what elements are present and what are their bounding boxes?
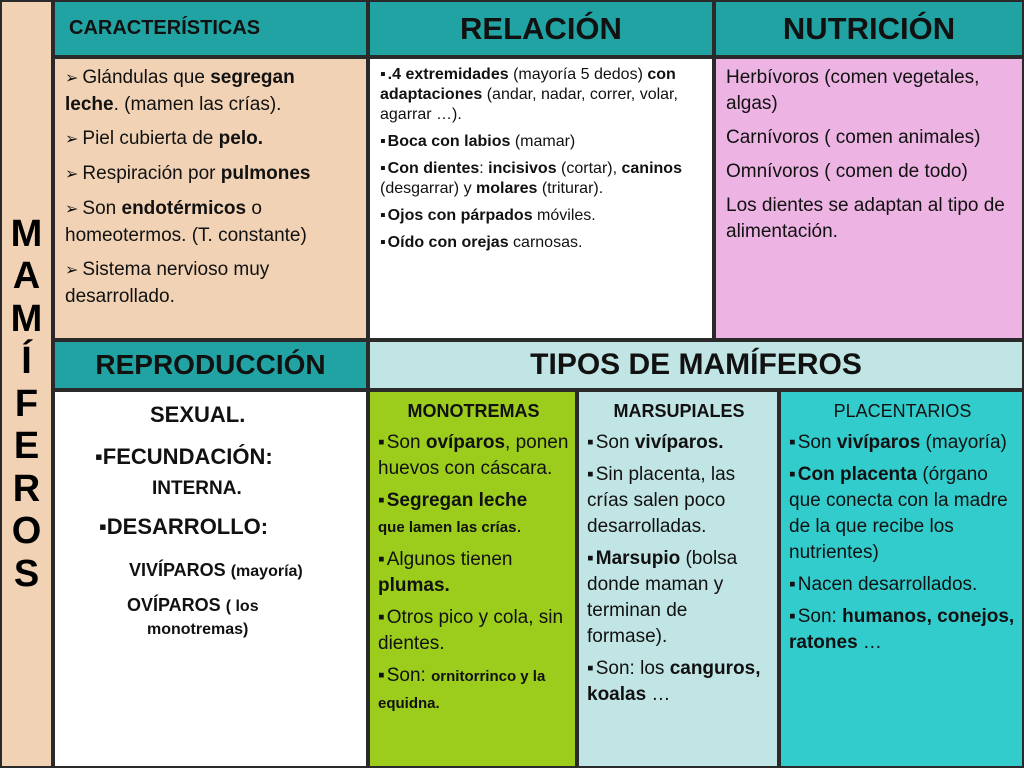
- list-item: ▪ Son: humanos, conejos, ratones …: [789, 604, 1016, 656]
- list-item: ▪ Son vivíparos (mayoría): [789, 430, 1016, 456]
- caracteristicas-list: [65, 65, 358, 310]
- list-item: ▪ Marsupio (bolsa donde maman y terminan de formase).: [587, 546, 771, 650]
- side-title-letter: E: [13, 425, 40, 468]
- list-item: ▪ Son: los canguros, koalas …: [587, 656, 771, 708]
- reproduccion-oviparos-note: monotremas): [147, 621, 249, 638]
- reproduccion-viviparos: VIVÍPAROS (mayoría): [129, 560, 303, 580]
- side-title-letter: A: [12, 255, 41, 298]
- side-title-letter: M: [10, 212, 43, 255]
- list-item: ▪ Oído con orejas carnosas.: [380, 233, 704, 253]
- placentarios-cell: [779, 390, 1024, 768]
- marsupiales-list: [587, 430, 771, 708]
- reproduccion-desarrollo: ▪DESARROLLO:: [99, 514, 269, 539]
- list-item: ▪ Algunos tienen plumas.: [378, 547, 569, 599]
- monotremas-title: MONOTREMAS: [407, 401, 540, 421]
- placentarios-title: PLACENTARIOS: [833, 401, 972, 421]
- header-tipos-de-mamiferos: TIPOS DE MAMÍFEROS: [368, 340, 1024, 390]
- list-item: ➢ Son endotérmicos o homeotermos. (T. constante): [65, 196, 358, 249]
- list-item: ▪ Otros pico y cola, sin dientes.: [378, 605, 569, 657]
- header-reproduccion: REPRODUCCIÓN: [53, 340, 368, 390]
- marsupiales-cell: [577, 390, 779, 768]
- monotremas-list: [378, 430, 569, 717]
- reproduccion-cell: [53, 390, 368, 768]
- placentarios-list: [789, 430, 1016, 656]
- relacion-cell: [368, 57, 714, 340]
- list-item: ▪ Son: ornitorrinco y la equidna.: [378, 663, 569, 717]
- list-item: ▪ Ojos con párpados móviles.: [380, 206, 704, 226]
- list-item: ▪ Con placenta (órgano que conecta con la madre de la que recibe los nutrientes): [789, 462, 1016, 566]
- reproduccion-fecundacion: ▪FECUNDACIÓN:: [95, 444, 273, 469]
- header-caracteristicas: CARACTERÍSTICAS: [53, 0, 368, 57]
- reproduccion-interna: INTERNA.: [152, 478, 242, 499]
- side-title-letter: R: [12, 467, 41, 510]
- list-item: ➢ Glándulas que segregan leche. (mamen las crías).: [65, 65, 358, 118]
- relacion-list: [380, 65, 704, 253]
- list-item: ➢ Respiración por pulmones: [65, 161, 358, 188]
- list-item: ▪ Boca con labios (mamar): [380, 132, 704, 152]
- header-nutricion: NUTRICIÓN: [714, 0, 1024, 57]
- marsupiales-title: MARSUPIALES: [613, 401, 745, 421]
- list-item: ▪ Sin placenta, las crías salen poco desarrolladas.: [587, 462, 771, 540]
- reproduccion-sexual: SEXUAL.: [150, 402, 246, 427]
- list-item: ▪ Son vivíparos.: [587, 430, 771, 456]
- nutricion-cell: [714, 57, 1024, 340]
- nutricion-line: Omnívoros ( comen de todo): [726, 161, 968, 182]
- side-title-letter: S: [13, 552, 40, 595]
- list-item: ▪ Son ovíparos, ponen huevos con cáscara.: [378, 430, 569, 482]
- side-title-letter: M: [10, 297, 43, 340]
- nutricion-line: Carnívoros ( comen animales): [726, 127, 981, 148]
- list-item: ➢ Piel cubierta de pelo.: [65, 126, 358, 153]
- side-title-letter: F: [14, 382, 39, 425]
- side-title-letter: O: [11, 510, 42, 553]
- list-item: ➢ Sistema nervioso muy desarrollado.: [65, 257, 358, 310]
- side-title-letter: Í: [21, 340, 32, 383]
- list-item: ▪ .4 extremidades (mayoría 5 dedos) con adaptaciones (andar, nadar, correr, volar, agarrar …).: [380, 65, 704, 125]
- reproduccion-oviparos: OVÍPAROS ( los: [127, 595, 259, 615]
- list-item: ▪ Segregan leche que lamen las crías.: [378, 488, 569, 541]
- list-item: ▪ Nacen desarrollados.: [789, 572, 1016, 598]
- side-title-mamiferos: [0, 0, 53, 768]
- nutricion-line: Los dientes se adaptan al tipo de alimentación.: [726, 195, 1005, 242]
- header-relacion: RELACIÓN: [368, 0, 714, 57]
- caracteristicas-cell: [53, 57, 368, 340]
- nutricion-line: Herbívoros (comen vegetales, algas): [726, 67, 980, 114]
- list-item: ▪ Con dientes: incisivos (cortar), caninos (desgarrar) y molares (triturar).: [380, 159, 704, 199]
- monotremas-cell: [368, 390, 577, 768]
